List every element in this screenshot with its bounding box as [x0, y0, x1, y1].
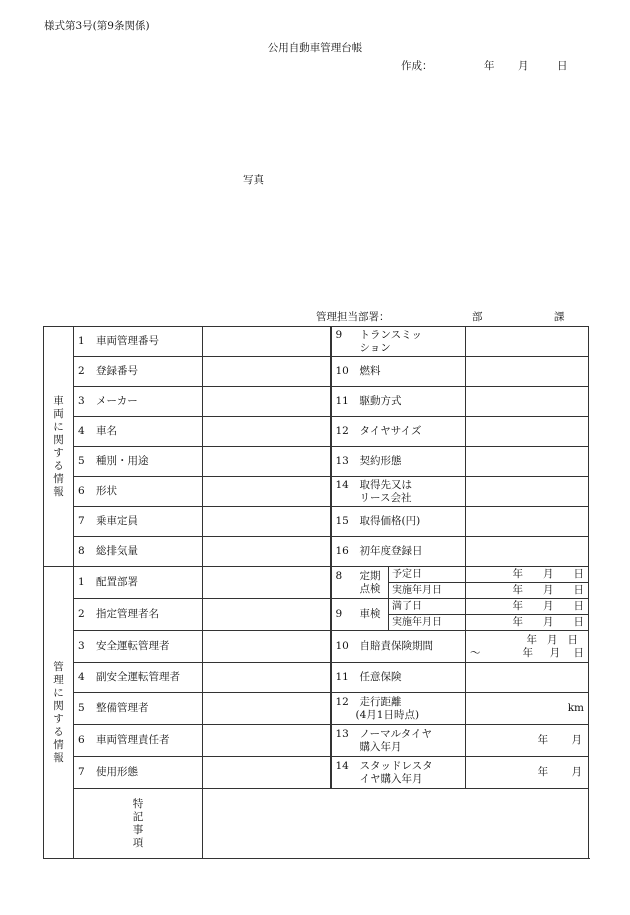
vehicle-item-label: 6 形状 — [74, 477, 203, 507]
vehicle-item-label: 5 種別・用途 — [74, 447, 203, 477]
vehicle-item-label: 16 初年度登録日 — [331, 537, 466, 567]
insurance-period-value[interactable]: 年 月 日 〜 年 月 日 — [466, 631, 589, 663]
vehicle-ledger-table — [43, 326, 589, 859]
vehicle-item-value[interactable] — [466, 507, 589, 537]
management-item-label: 1 配置部署 — [74, 567, 203, 599]
management-item-value[interactable] — [203, 725, 331, 757]
optional-insurance-label: 11 任意保険 — [331, 663, 466, 693]
vehicle-item-label: 4 車名 — [74, 417, 203, 447]
management-item-label: 3 安全運転管理者 — [74, 631, 203, 663]
vehicle-item-label: 1 車両管理番号 — [74, 327, 203, 357]
created-year-label: 年 — [484, 60, 495, 72]
optional-insurance-value[interactable] — [466, 663, 589, 693]
management-section-header: 管理に関する情報 — [44, 567, 74, 859]
management-item-label: 2 指定管理者名 — [74, 599, 203, 631]
vehicle-item-value[interactable] — [466, 537, 589, 567]
normal-tire-label: 13 ノーマルタイヤ 購入年月 — [331, 725, 466, 757]
inspection-scheduled-label: 予定日 — [389, 567, 466, 583]
inspection-scheduled-date[interactable]: 年 月 日 — [466, 567, 589, 583]
vehicle-item-value[interactable] — [203, 387, 331, 417]
shaken-expiry-label: 満了日 — [389, 599, 466, 615]
mileage-value[interactable]: km — [466, 693, 589, 725]
remarks-header: 特記事項 — [74, 789, 203, 859]
normal-tire-value[interactable]: 年 月 — [466, 725, 589, 757]
vehicle-item-value[interactable] — [466, 417, 589, 447]
vehicle-item-label: 12 タイヤサイズ — [331, 417, 466, 447]
department-label: 管理担当部署： — [316, 311, 390, 323]
created-month-label: 月 — [518, 60, 529, 72]
vehicle-item-value[interactable] — [466, 357, 589, 387]
created-day-label: 日 — [557, 60, 568, 72]
studless-tire-value[interactable]: 年 月 — [466, 757, 589, 789]
vehicle-item-label: 3 メーカー — [74, 387, 203, 417]
management-item-label: 4 副安全運転管理者 — [74, 663, 203, 693]
document-title: 公用自動車管理台帳 — [267, 42, 363, 54]
inspection-label: 8 定期 点検 — [331, 567, 389, 599]
vehicle-item-value[interactable] — [203, 537, 331, 567]
management-item-value[interactable] — [203, 599, 331, 631]
vehicle-item-value[interactable] — [203, 417, 331, 447]
studless-tire-label: 14 スタッドレスタ イヤ購入年月 — [331, 757, 466, 789]
insurance-period-label: 10 自賠責保険期間 — [331, 631, 466, 663]
bu-label: 部 — [472, 311, 483, 323]
created-label: 作成： — [401, 60, 433, 72]
shaken-label: 9 車検 — [331, 599, 389, 631]
vehicle-item-value[interactable] — [203, 327, 331, 357]
department-line — [316, 309, 565, 324]
inspection-done-label: 実施年月日 — [389, 583, 466, 599]
vehicle-item-label: 10 燃料 — [331, 357, 466, 387]
mileage-label: 12 走行距離 (4月1日時点) — [331, 693, 466, 725]
vehicle-item-value[interactable] — [466, 447, 589, 477]
vehicle-item-label: 8 総排気量 — [74, 537, 203, 567]
vehicle-item-label: 7 乗車定員 — [74, 507, 203, 537]
vehicle-item-label: 11 駆動方式 — [331, 387, 466, 417]
vehicle-item-value[interactable] — [466, 387, 589, 417]
vehicle-item-value[interactable] — [203, 357, 331, 387]
vehicle-item-label: 14 取得先又は リース会社 — [331, 477, 466, 507]
management-item-value[interactable] — [203, 663, 331, 693]
inspection-done-date[interactable]: 年 月 日 — [466, 583, 589, 599]
management-item-label: 6 車両管理責任者 — [74, 725, 203, 757]
vehicle-item-value[interactable] — [466, 327, 589, 357]
management-item-value[interactable] — [203, 567, 331, 599]
vehicle-item-label: 15 取得価格(円) — [331, 507, 466, 537]
vehicle-item-label: 13 契約形態 — [331, 447, 466, 477]
management-item-value[interactable] — [203, 757, 331, 789]
shaken-done-label: 実施年月日 — [389, 615, 466, 631]
management-item-label: 7 使用形態 — [74, 757, 203, 789]
ka-label: 課 — [554, 311, 565, 323]
management-item-value[interactable] — [203, 693, 331, 725]
vehicle-item-label: 2 登録番号 — [74, 357, 203, 387]
vehicle-item-value[interactable] — [203, 447, 331, 477]
photo-placeholder: 写真 — [243, 174, 264, 186]
management-item-label: 5 整備管理者 — [74, 693, 203, 725]
vehicle-item-label: 9 トランスミッ ション — [331, 327, 466, 357]
vehicle-item-value[interactable] — [466, 477, 589, 507]
vehicle-item-value[interactable] — [203, 477, 331, 507]
created-date-line — [401, 58, 568, 73]
vehicle-item-value[interactable] — [203, 507, 331, 537]
form-number: 様式第3号(第9条関係) — [44, 20, 150, 32]
vehicle-section-header: 車両に関する情報 — [44, 327, 74, 567]
shaken-done-date[interactable]: 年 月 日 — [466, 615, 589, 631]
shaken-expiry-date[interactable]: 年 月 日 — [466, 599, 589, 615]
management-item-value[interactable] — [203, 631, 331, 663]
remarks-field[interactable] — [203, 789, 589, 859]
